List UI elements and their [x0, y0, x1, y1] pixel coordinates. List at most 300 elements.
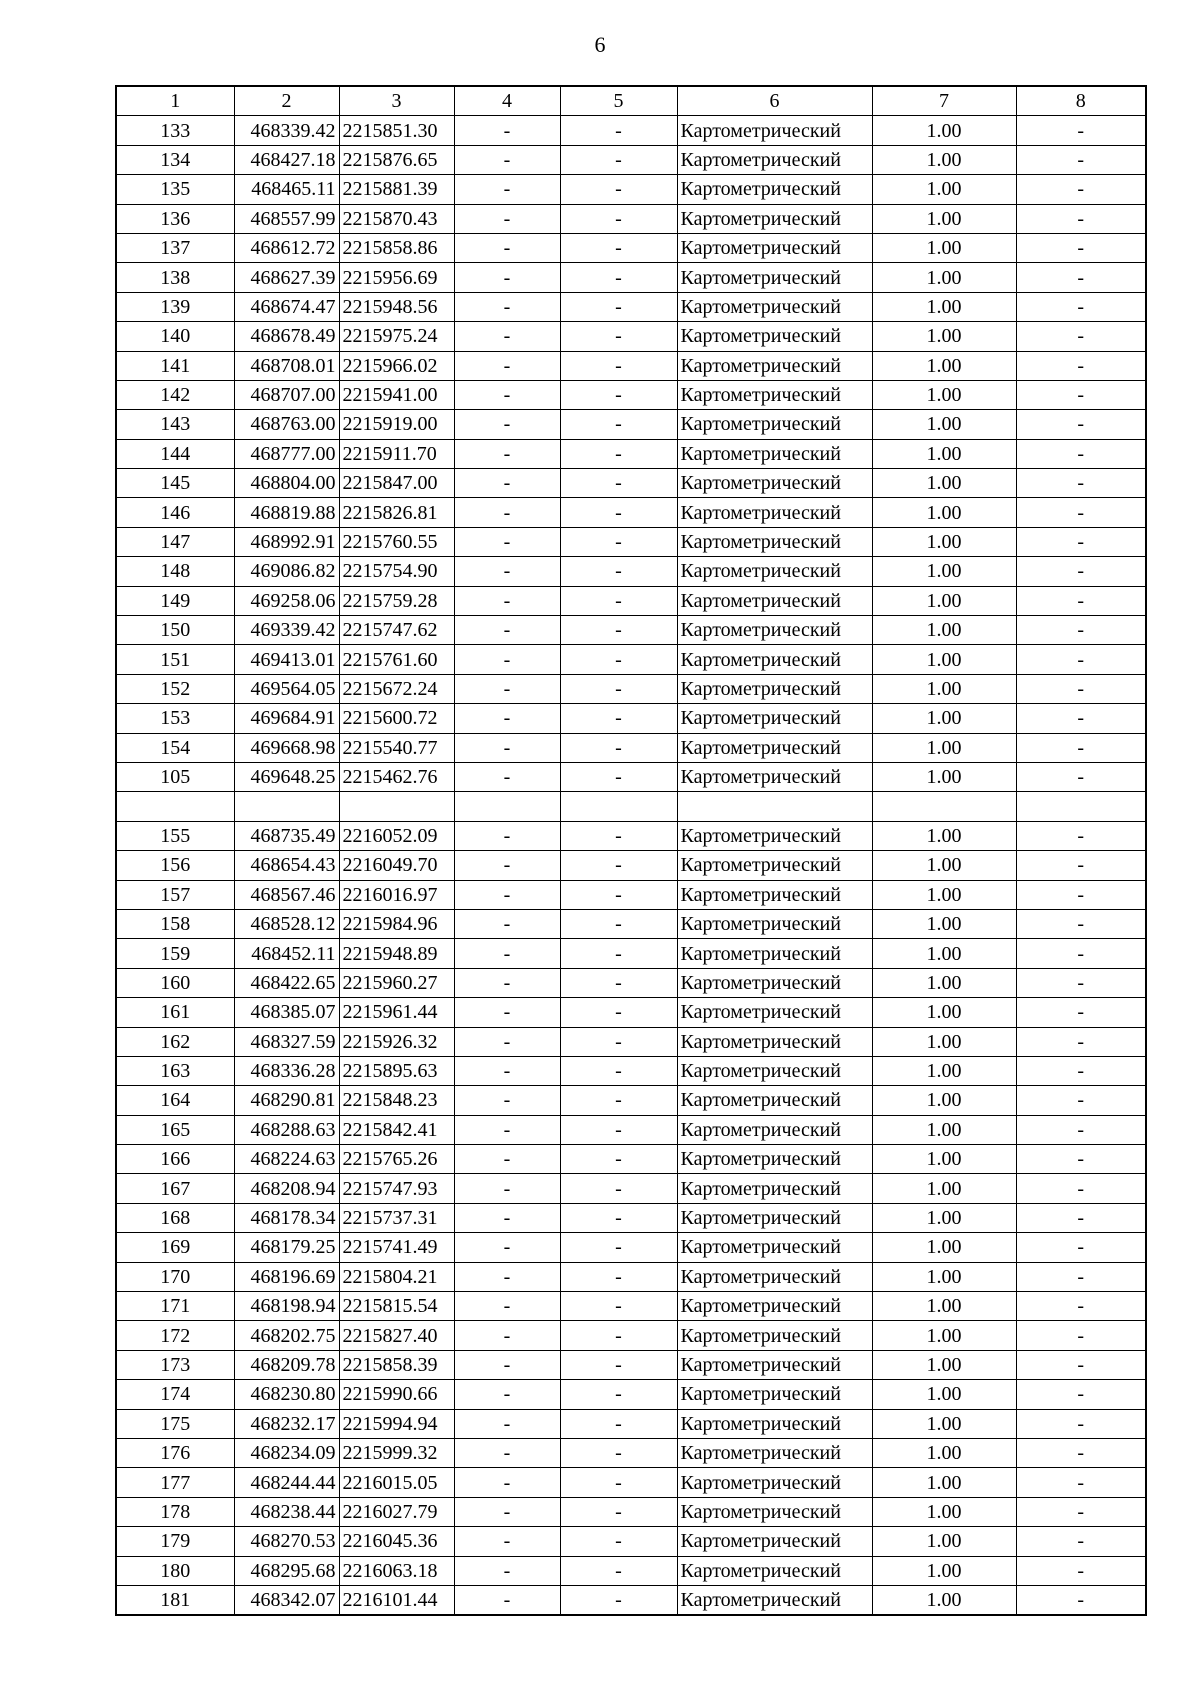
column-8-cell: - [1016, 557, 1146, 586]
method-cell: Картометрический [677, 1203, 872, 1232]
point-number-cell: 180 [116, 1556, 234, 1585]
point-number-cell: 168 [116, 1203, 234, 1232]
point-number-cell: 138 [116, 263, 234, 292]
y-coordinate-cell: 2215956.69 [339, 263, 454, 292]
method-cell: Картометрический [677, 851, 872, 880]
point-number-cell: 143 [116, 410, 234, 439]
point-number-cell: 135 [116, 175, 234, 204]
x-coordinate-cell: 468288.63 [234, 1115, 339, 1144]
column-4-cell: - [454, 410, 560, 439]
column-8-cell: - [1016, 1556, 1146, 1585]
column-5-cell: - [560, 1585, 677, 1615]
x-coordinate-cell: 468557.99 [234, 204, 339, 233]
column-8-cell: - [1016, 263, 1146, 292]
y-coordinate-cell: 2215960.27 [339, 968, 454, 997]
column-4-cell: - [454, 145, 560, 174]
point-number-cell: 159 [116, 939, 234, 968]
x-coordinate-cell: 468777.00 [234, 439, 339, 468]
method-cell: Картометрический [677, 586, 872, 615]
column-8-cell: - [1016, 762, 1146, 791]
point-number-cell: 133 [116, 116, 234, 145]
table-row [116, 1380, 1146, 1409]
point-number-cell: 141 [116, 351, 234, 380]
column-4-cell: - [454, 439, 560, 468]
accuracy-cell: 1.00 [872, 645, 1016, 674]
point-number-cell: 154 [116, 733, 234, 762]
table-row [116, 1027, 1146, 1056]
column-8-cell: - [1016, 469, 1146, 498]
method-cell: Картометрический [677, 1350, 872, 1379]
x-coordinate-cell: 468804.00 [234, 469, 339, 498]
column-5-cell: - [560, 351, 677, 380]
column-5-cell: - [560, 1115, 677, 1144]
method-cell: Картометрический [677, 1585, 872, 1615]
column-8-cell: - [1016, 616, 1146, 645]
accuracy-cell: 1.00 [872, 880, 1016, 909]
y-coordinate-cell: 2215941.00 [339, 380, 454, 409]
column-4-cell: - [454, 498, 560, 527]
column-4-cell: - [454, 1409, 560, 1438]
accuracy-cell: 1.00 [872, 674, 1016, 703]
x-coordinate-cell: 469258.06 [234, 586, 339, 615]
accuracy-cell: 1.00 [872, 1174, 1016, 1203]
x-coordinate-cell: 468708.01 [234, 351, 339, 380]
column-4-cell: - [454, 939, 560, 968]
x-coordinate-cell: 468707.00 [234, 380, 339, 409]
column-5-cell: - [560, 469, 677, 498]
column-5-cell: - [560, 1527, 677, 1556]
point-number-cell: 160 [116, 968, 234, 997]
column-8-cell: - [1016, 939, 1146, 968]
point-number-cell: 178 [116, 1497, 234, 1526]
y-coordinate-cell: 2215961.44 [339, 998, 454, 1027]
column-5-cell: - [560, 909, 677, 938]
accuracy-cell: 1.00 [872, 116, 1016, 145]
method-cell: Картометрический [677, 821, 872, 850]
header-cell: 5 [560, 86, 677, 116]
column-8-cell: - [1016, 1497, 1146, 1526]
point-number-cell: 148 [116, 557, 234, 586]
x-coordinate-cell: 468612.72 [234, 233, 339, 262]
point-number-cell: 150 [116, 616, 234, 645]
column-4-cell: - [454, 1115, 560, 1144]
table-row [116, 1556, 1146, 1585]
y-coordinate-cell: 2215737.31 [339, 1203, 454, 1232]
column-4-cell: - [454, 1380, 560, 1409]
point-number-cell: 167 [116, 1174, 234, 1203]
column-4-cell: - [454, 322, 560, 351]
table-row [116, 1086, 1146, 1115]
column-5-cell: - [560, 116, 677, 145]
column-4-cell: - [454, 1585, 560, 1615]
column-5-cell: - [560, 1468, 677, 1497]
table-row [116, 1292, 1146, 1321]
accuracy-cell: 1.00 [872, 909, 1016, 938]
point-number-cell: 156 [116, 851, 234, 880]
column-5-cell: - [560, 1409, 677, 1438]
method-cell: Картометрический [677, 1527, 872, 1556]
y-coordinate-cell: 2215741.49 [339, 1233, 454, 1262]
column-8-cell: - [1016, 1321, 1146, 1350]
y-coordinate-cell: 2215747.62 [339, 616, 454, 645]
accuracy-cell: 1.00 [872, 1468, 1016, 1497]
table-row [116, 1409, 1146, 1438]
column-8-cell: - [1016, 1056, 1146, 1085]
column-8-cell: - [1016, 733, 1146, 762]
column-8-cell: - [1016, 880, 1146, 909]
accuracy-cell: 1.00 [872, 1262, 1016, 1291]
column-5-cell: - [560, 645, 677, 674]
point-number-cell: 149 [116, 586, 234, 615]
x-coordinate-cell: 469668.98 [234, 733, 339, 762]
column-5-cell: - [560, 175, 677, 204]
column-5-cell: - [560, 145, 677, 174]
accuracy-cell: 1.00 [872, 410, 1016, 439]
column-4-cell: - [454, 645, 560, 674]
accuracy-cell: 1.00 [872, 204, 1016, 233]
method-cell: Картометрический [677, 1056, 872, 1085]
y-coordinate-cell: 2215747.93 [339, 1174, 454, 1203]
column-5-cell: - [560, 1233, 677, 1262]
method-cell: Картометрический [677, 380, 872, 409]
column-5-cell: - [560, 1027, 677, 1056]
y-coordinate-cell: 2215672.24 [339, 674, 454, 703]
header-cell: 6 [677, 86, 872, 116]
x-coordinate-cell: 468674.47 [234, 292, 339, 321]
point-number-cell: 139 [116, 292, 234, 321]
method-cell: Картометрический [677, 616, 872, 645]
table-header-row [116, 86, 1146, 116]
column-4-cell: - [454, 557, 560, 586]
table-row [116, 1438, 1146, 1467]
point-number-cell: 165 [116, 1115, 234, 1144]
y-coordinate-cell: 2216027.79 [339, 1497, 454, 1526]
x-coordinate-cell: 468763.00 [234, 410, 339, 439]
y-coordinate-cell: 2215826.81 [339, 498, 454, 527]
table-row [116, 292, 1146, 321]
x-coordinate-cell: 468238.44 [234, 1497, 339, 1526]
table-row [116, 116, 1146, 145]
table-row [116, 1145, 1146, 1174]
column-5-cell: - [560, 322, 677, 351]
column-5-cell: - [560, 1321, 677, 1350]
column-5-cell: - [560, 204, 677, 233]
x-coordinate-cell: 468654.43 [234, 851, 339, 880]
method-cell: Картометрический [677, 1380, 872, 1409]
column-8-cell: - [1016, 1233, 1146, 1262]
accuracy-cell: 1.00 [872, 1233, 1016, 1262]
column-4-cell: - [454, 851, 560, 880]
x-coordinate-cell: 468992.91 [234, 527, 339, 556]
column-5-cell: - [560, 439, 677, 468]
x-coordinate-cell: 468198.94 [234, 1292, 339, 1321]
table-row [116, 175, 1146, 204]
y-coordinate-cell: 2215848.23 [339, 1086, 454, 1115]
table-row [116, 233, 1146, 262]
accuracy-cell: 1.00 [872, 351, 1016, 380]
y-coordinate-cell: 2215761.60 [339, 645, 454, 674]
point-number-cell [116, 792, 234, 821]
y-coordinate-cell: 2215990.66 [339, 1380, 454, 1409]
table-row [116, 616, 1146, 645]
point-number-cell: 181 [116, 1585, 234, 1615]
column-8-cell: - [1016, 1262, 1146, 1291]
method-cell: Картометрический [677, 469, 872, 498]
point-number-cell: 158 [116, 909, 234, 938]
accuracy-cell: 1.00 [872, 851, 1016, 880]
column-4-cell: - [454, 1321, 560, 1350]
y-coordinate-cell: 2215858.39 [339, 1350, 454, 1379]
x-coordinate-cell: 468230.80 [234, 1380, 339, 1409]
table-row [116, 1527, 1146, 1556]
table-row [116, 909, 1146, 938]
column-4-cell: - [454, 380, 560, 409]
method-cell: Картометрический [677, 204, 872, 233]
column-5-cell: - [560, 1056, 677, 1085]
table-row [116, 645, 1146, 674]
table-row [116, 1056, 1146, 1085]
column-5-cell: - [560, 939, 677, 968]
accuracy-cell: 1.00 [872, 968, 1016, 997]
column-4-cell: - [454, 821, 560, 850]
table-row [116, 263, 1146, 292]
method-cell: Картометрический [677, 263, 872, 292]
x-coordinate-cell: 468452.11 [234, 939, 339, 968]
table-row [116, 939, 1146, 968]
table-row [116, 821, 1146, 850]
column-8-cell: - [1016, 645, 1146, 674]
column-8-cell: - [1016, 1145, 1146, 1174]
column-4-cell: - [454, 263, 560, 292]
column-5-cell: - [560, 1262, 677, 1291]
accuracy-cell: 1.00 [872, 322, 1016, 351]
table-body [116, 116, 1146, 1615]
y-coordinate-cell: 2215842.41 [339, 1115, 454, 1144]
y-coordinate-cell: 2216016.97 [339, 880, 454, 909]
column-4-cell: - [454, 1233, 560, 1262]
point-number-cell: 145 [116, 469, 234, 498]
column-8-cell: - [1016, 498, 1146, 527]
y-coordinate-cell: 2215858.86 [339, 233, 454, 262]
point-number-cell: 146 [116, 498, 234, 527]
y-coordinate-cell: 2215984.96 [339, 909, 454, 938]
point-number-cell: 105 [116, 762, 234, 791]
column-5-cell: - [560, 1350, 677, 1379]
point-number-cell: 164 [116, 1086, 234, 1115]
column-5-cell: - [560, 1556, 677, 1585]
accuracy-cell: 1.00 [872, 1027, 1016, 1056]
point-number-cell: 155 [116, 821, 234, 850]
x-coordinate-cell: 468244.44 [234, 1468, 339, 1497]
point-number-cell: 176 [116, 1438, 234, 1467]
table-row [116, 322, 1146, 351]
method-cell: Картометрический [677, 1145, 872, 1174]
x-coordinate-cell: 469564.05 [234, 674, 339, 703]
accuracy-cell: 1.00 [872, 145, 1016, 174]
column-8-cell: - [1016, 909, 1146, 938]
method-cell: Картометрический [677, 674, 872, 703]
column-8-cell: - [1016, 1380, 1146, 1409]
accuracy-cell: 1.00 [872, 527, 1016, 556]
method-cell: Картометрический [677, 1321, 872, 1350]
column-4-cell: - [454, 1262, 560, 1291]
column-8-cell: - [1016, 322, 1146, 351]
y-coordinate-cell: 2215948.56 [339, 292, 454, 321]
accuracy-cell [872, 792, 1016, 821]
header-cell: 7 [872, 86, 1016, 116]
column-8-cell: - [1016, 998, 1146, 1027]
column-4-cell: - [454, 1056, 560, 1085]
accuracy-cell: 1.00 [872, 821, 1016, 850]
accuracy-cell: 1.00 [872, 1585, 1016, 1615]
point-number-cell: 177 [116, 1468, 234, 1497]
column-4-cell: - [454, 674, 560, 703]
method-cell: Картометрический [677, 175, 872, 204]
coordinates-table [115, 85, 1147, 1616]
column-5-cell: - [560, 733, 677, 762]
point-number-cell: 171 [116, 1292, 234, 1321]
accuracy-cell: 1.00 [872, 1497, 1016, 1526]
method-cell: Картометрический [677, 1292, 872, 1321]
point-number-cell: 173 [116, 1350, 234, 1379]
method-cell: Картометрический [677, 909, 872, 938]
accuracy-cell: 1.00 [872, 733, 1016, 762]
method-cell: Картометрический [677, 1174, 872, 1203]
column-5-cell: - [560, 1086, 677, 1115]
method-cell: Картометрический [677, 733, 872, 762]
column-4-cell: - [454, 616, 560, 645]
column-5-cell: - [560, 821, 677, 850]
accuracy-cell: 1.00 [872, 998, 1016, 1027]
y-coordinate-cell [339, 792, 454, 821]
point-number-cell: 162 [116, 1027, 234, 1056]
accuracy-cell: 1.00 [872, 939, 1016, 968]
y-coordinate-cell: 2215975.24 [339, 322, 454, 351]
table-row [116, 968, 1146, 997]
method-cell: Картометрический [677, 322, 872, 351]
column-5-cell: - [560, 380, 677, 409]
x-coordinate-cell: 468208.94 [234, 1174, 339, 1203]
column-4-cell: - [454, 704, 560, 733]
column-4-cell: - [454, 1497, 560, 1526]
column-8-cell: - [1016, 380, 1146, 409]
y-coordinate-cell: 2215999.32 [339, 1438, 454, 1467]
table-row [116, 1115, 1146, 1144]
table-row [116, 792, 1146, 821]
x-coordinate-cell: 468209.78 [234, 1350, 339, 1379]
y-coordinate-cell: 2215827.40 [339, 1321, 454, 1350]
accuracy-cell: 1.00 [872, 1350, 1016, 1379]
table-row [116, 145, 1146, 174]
x-coordinate-cell: 468528.12 [234, 909, 339, 938]
column-4-cell: - [454, 1203, 560, 1232]
header-cell: 8 [1016, 86, 1146, 116]
accuracy-cell: 1.00 [872, 469, 1016, 498]
method-cell: Картометрический [677, 1409, 872, 1438]
column-8-cell: - [1016, 1203, 1146, 1232]
method-cell: Картометрический [677, 116, 872, 145]
method-cell: Картометрический [677, 145, 872, 174]
accuracy-cell: 1.00 [872, 1056, 1016, 1085]
column-4-cell: - [454, 733, 560, 762]
column-8-cell: - [1016, 527, 1146, 556]
column-8-cell: - [1016, 1438, 1146, 1467]
method-cell: Картометрический [677, 1233, 872, 1262]
accuracy-cell: 1.00 [872, 1203, 1016, 1232]
column-5-cell: - [560, 851, 677, 880]
point-number-cell: 151 [116, 645, 234, 674]
column-5-cell: - [560, 527, 677, 556]
method-cell: Картометрический [677, 527, 872, 556]
y-coordinate-cell: 2215754.90 [339, 557, 454, 586]
y-coordinate-cell: 2215462.76 [339, 762, 454, 791]
column-8-cell: - [1016, 1174, 1146, 1203]
column-4-cell: - [454, 527, 560, 556]
column-5-cell: - [560, 410, 677, 439]
method-cell: Картометрический [677, 968, 872, 997]
x-coordinate-cell: 469413.01 [234, 645, 339, 674]
column-4-cell: - [454, 116, 560, 145]
x-coordinate-cell: 468735.49 [234, 821, 339, 850]
y-coordinate-cell: 2215540.77 [339, 733, 454, 762]
x-coordinate-cell: 469648.25 [234, 762, 339, 791]
column-8-cell: - [1016, 704, 1146, 733]
y-coordinate-cell: 2215759.28 [339, 586, 454, 615]
method-cell: Картометрический [677, 1086, 872, 1115]
column-5-cell [560, 792, 677, 821]
point-number-cell: 153 [116, 704, 234, 733]
column-5-cell: - [560, 263, 677, 292]
page-number: 6 [594, 32, 606, 57]
table-row [116, 1585, 1146, 1615]
x-coordinate-cell: 468567.46 [234, 880, 339, 909]
x-coordinate-cell: 468179.25 [234, 1233, 339, 1262]
table-row [116, 851, 1146, 880]
column-4-cell: - [454, 175, 560, 204]
accuracy-cell: 1.00 [872, 1115, 1016, 1144]
y-coordinate-cell: 2215847.00 [339, 469, 454, 498]
column-8-cell: - [1016, 1350, 1146, 1379]
column-4-cell: - [454, 1145, 560, 1174]
point-number-cell: 152 [116, 674, 234, 703]
method-cell: Картометрический [677, 410, 872, 439]
accuracy-cell: 1.00 [872, 1086, 1016, 1115]
x-coordinate-cell: 468339.42 [234, 116, 339, 145]
x-coordinate-cell [234, 792, 339, 821]
y-coordinate-cell: 2215911.70 [339, 439, 454, 468]
method-cell: Картометрический [677, 351, 872, 380]
table-row [116, 527, 1146, 556]
column-5-cell: - [560, 1203, 677, 1232]
column-4-cell: - [454, 586, 560, 615]
x-coordinate-cell: 468178.34 [234, 1203, 339, 1232]
column-4-cell: - [454, 1350, 560, 1379]
column-8-cell: - [1016, 1115, 1146, 1144]
point-number-cell: 175 [116, 1409, 234, 1438]
column-5-cell: - [560, 557, 677, 586]
column-8-cell: - [1016, 1086, 1146, 1115]
column-8-cell: - [1016, 586, 1146, 615]
method-cell: Картометрический [677, 557, 872, 586]
table-row [116, 1233, 1146, 1262]
x-coordinate-cell: 468224.63 [234, 1145, 339, 1174]
x-coordinate-cell: 469339.42 [234, 616, 339, 645]
point-number-cell: 137 [116, 233, 234, 262]
column-4-cell: - [454, 880, 560, 909]
x-coordinate-cell: 468678.49 [234, 322, 339, 351]
x-coordinate-cell: 469684.91 [234, 704, 339, 733]
y-coordinate-cell: 2215881.39 [339, 175, 454, 204]
